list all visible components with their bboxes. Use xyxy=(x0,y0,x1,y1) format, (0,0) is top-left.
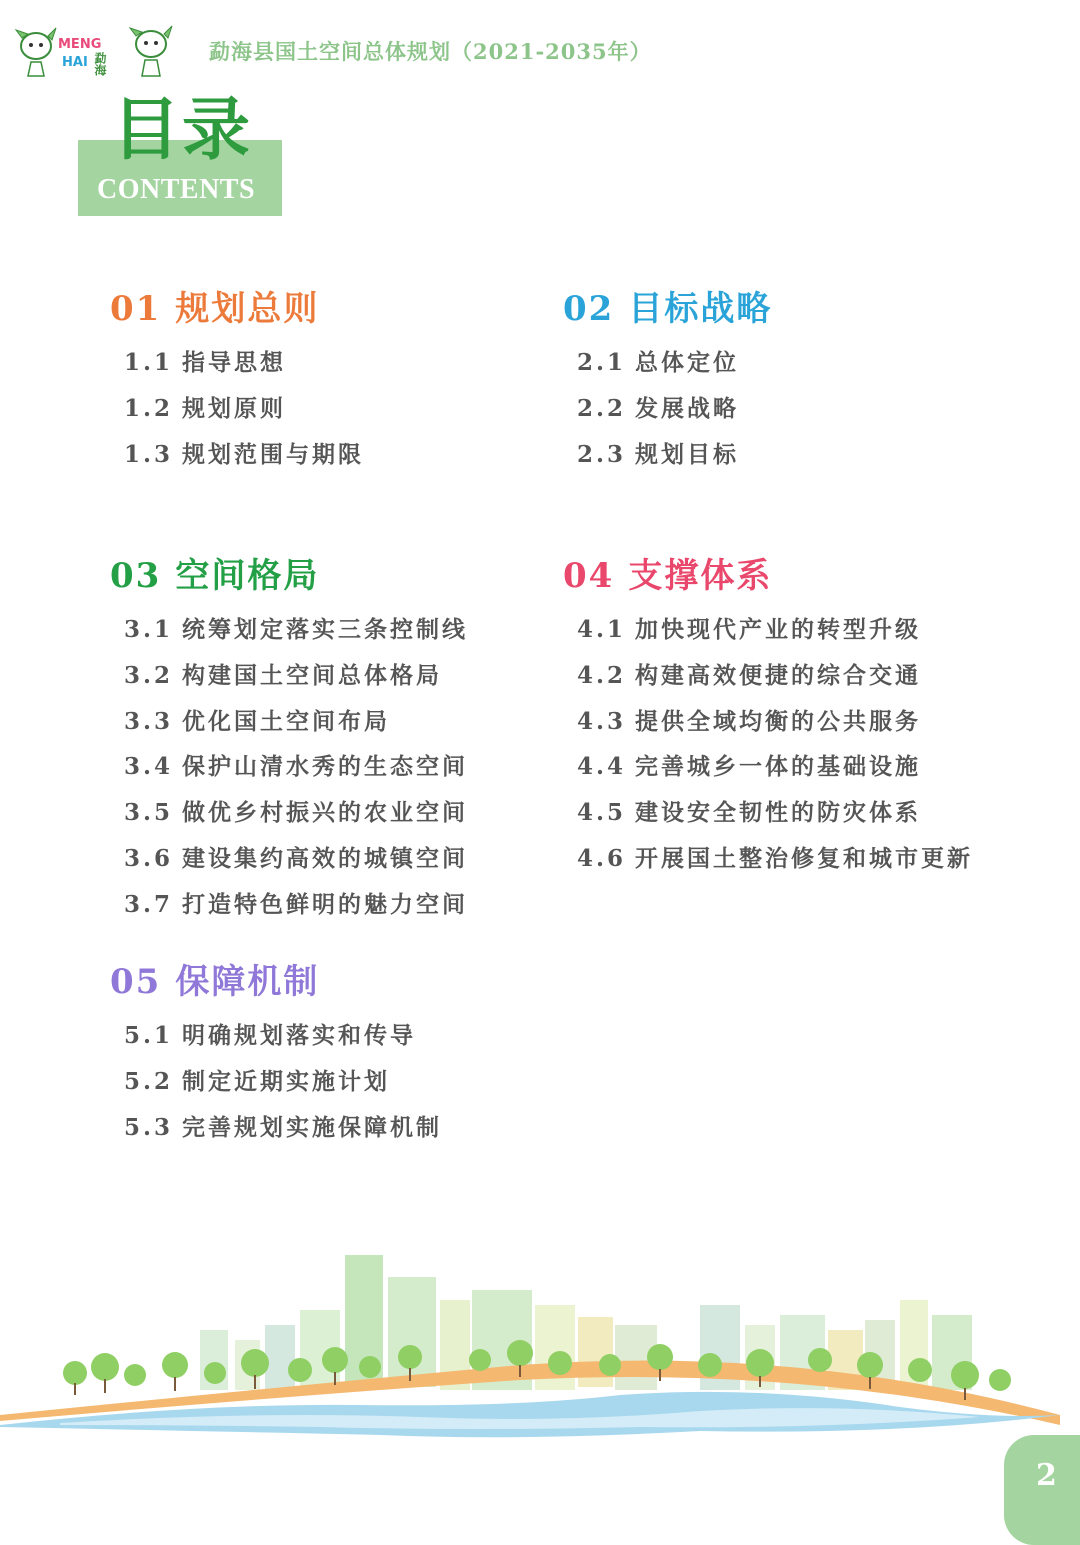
section-heading[interactable] xyxy=(563,556,973,596)
toc-item-list xyxy=(110,607,468,928)
toc-item[interactable] xyxy=(563,386,772,432)
toc-item-label: 建设集约高效的城镇空间 xyxy=(182,844,468,872)
toc-item-number: 3.7 xyxy=(124,890,174,918)
toc-item-label: 规划范围与期限 xyxy=(182,440,364,468)
section-number: 02 xyxy=(563,289,615,329)
toc-item-number: 3.2 xyxy=(124,661,174,689)
toc-item-label: 做优乡村振兴的农业空间 xyxy=(182,799,468,827)
city-skyline-illustration xyxy=(0,1235,1080,1450)
toc-item-number: 1.3 xyxy=(124,440,174,468)
page-header xyxy=(14,22,1074,80)
toc-item[interactable] xyxy=(110,386,364,432)
toc-item[interactable] xyxy=(110,653,468,699)
svg-text:HAI: HAI xyxy=(62,55,88,70)
contents-title: 目录 xyxy=(112,90,253,170)
toc-item[interactable] xyxy=(110,432,364,478)
menghai-mascot-logo xyxy=(14,22,179,78)
toc-section-3 xyxy=(110,556,468,928)
document-title: 勐海县国土空间总体规划（2021-2035年） xyxy=(209,39,652,64)
toc-section-5 xyxy=(110,962,442,1150)
toc-item-label: 构建高效便捷的综合交通 xyxy=(635,661,921,689)
toc-item[interactable] xyxy=(563,607,973,653)
toc-item[interactable] xyxy=(110,790,468,836)
toc-item[interactable] xyxy=(563,836,973,882)
toc-item-label: 总体定位 xyxy=(635,349,739,376)
toc-item[interactable] xyxy=(110,340,364,386)
toc-item-label: 加快现代产业的转型升级 xyxy=(635,616,921,643)
toc-item-number: 4.6 xyxy=(577,844,627,872)
toc-item[interactable] xyxy=(110,882,468,928)
toc-item-label: 规划目标 xyxy=(635,440,739,468)
section-title: 支撑体系 xyxy=(628,556,773,596)
toc-item-number: 4.1 xyxy=(577,616,627,643)
section-title: 空间格局 xyxy=(175,556,320,596)
contents-subtitle: CONTENTS xyxy=(97,174,256,205)
toc-item[interactable] xyxy=(563,699,973,745)
toc-item-number: 5.1 xyxy=(124,1022,174,1049)
toc-item-list xyxy=(110,340,364,477)
section-heading[interactable] xyxy=(110,962,442,1002)
toc-item-label: 构建国土空间总体格局 xyxy=(182,661,442,689)
toc-item-label: 建设安全韧性的防灾体系 xyxy=(635,799,921,827)
toc-item[interactable] xyxy=(563,653,973,699)
toc-item-label: 完善城乡一体的基础设施 xyxy=(635,753,921,781)
toc-item-label: 发展战略 xyxy=(635,394,739,422)
toc-item[interactable] xyxy=(563,432,772,478)
toc-item-label: 完善规划实施保障机制 xyxy=(182,1113,442,1141)
toc-item-label: 指导思想 xyxy=(182,349,286,376)
toc-item-number: 2.2 xyxy=(577,394,627,422)
section-title: 保障机制 xyxy=(175,962,320,1002)
toc-item-number: 4.3 xyxy=(577,707,627,735)
svg-text:MENG: MENG xyxy=(58,37,102,52)
toc-item-label: 开展国土整治修复和城市更新 xyxy=(635,844,973,872)
toc-item-label: 保护山清水秀的生态空间 xyxy=(182,753,468,781)
toc-item-number: 3.4 xyxy=(124,753,174,781)
section-number: 04 xyxy=(563,556,615,596)
toc-item-label: 明确规划落实和传导 xyxy=(182,1022,416,1049)
toc-section-2 xyxy=(563,289,773,477)
toc-item[interactable] xyxy=(110,1105,442,1151)
toc-item-number: 3.5 xyxy=(124,799,174,827)
toc-item-number: 5.2 xyxy=(124,1067,174,1095)
section-number: 03 xyxy=(110,556,162,596)
section-title: 规划总则 xyxy=(175,289,320,329)
toc-item-label: 提供全域均衡的公共服务 xyxy=(635,707,921,735)
toc-item[interactable] xyxy=(110,1013,442,1059)
svg-text:勐海: 勐海 xyxy=(93,52,107,76)
toc-item-number: 2.3 xyxy=(577,440,627,468)
toc-item[interactable] xyxy=(110,699,468,745)
toc-item[interactable] xyxy=(110,1059,442,1105)
toc-item-list xyxy=(563,340,772,477)
toc-item-number: 4.5 xyxy=(577,799,627,827)
page-number: 2 xyxy=(1036,1458,1057,1493)
section-heading[interactable] xyxy=(110,556,468,596)
toc-item-number: 4.4 xyxy=(577,753,627,781)
toc-item-number: 4.2 xyxy=(577,661,627,689)
toc-item[interactable] xyxy=(110,836,468,882)
toc-item-number: 2.1 xyxy=(577,349,627,376)
toc-item[interactable] xyxy=(110,607,468,653)
toc-item-label: 规划原则 xyxy=(182,394,286,422)
toc-item[interactable] xyxy=(563,790,973,836)
section-number: 01 xyxy=(110,289,162,329)
section-heading[interactable] xyxy=(110,289,364,329)
toc-item-label: 制定近期实施计划 xyxy=(182,1067,390,1095)
toc-item-number: 5.3 xyxy=(124,1113,174,1141)
section-title: 目标战略 xyxy=(628,289,773,329)
toc-section-4 xyxy=(563,556,973,882)
toc-item-number: 3.3 xyxy=(124,707,174,735)
section-heading[interactable] xyxy=(563,289,773,329)
toc-item-list xyxy=(563,607,973,882)
toc-item-number: 3.1 xyxy=(124,616,174,643)
toc-item-label: 统筹划定落实三条控制线 xyxy=(182,616,468,643)
toc-item-label: 优化国土空间布局 xyxy=(182,707,390,735)
toc-item-list xyxy=(110,1013,442,1150)
toc-item[interactable] xyxy=(110,744,468,790)
toc-section-1 xyxy=(110,289,364,477)
toc-item-number: 3.6 xyxy=(124,844,174,872)
toc-item-number: 1.1 xyxy=(124,349,174,376)
toc-item-label: 打造特色鲜明的魅力空间 xyxy=(182,890,468,918)
toc-item-number: 1.2 xyxy=(124,394,174,422)
toc-item[interactable] xyxy=(563,340,772,386)
toc-item[interactable] xyxy=(563,744,973,790)
section-number: 05 xyxy=(110,962,162,1002)
